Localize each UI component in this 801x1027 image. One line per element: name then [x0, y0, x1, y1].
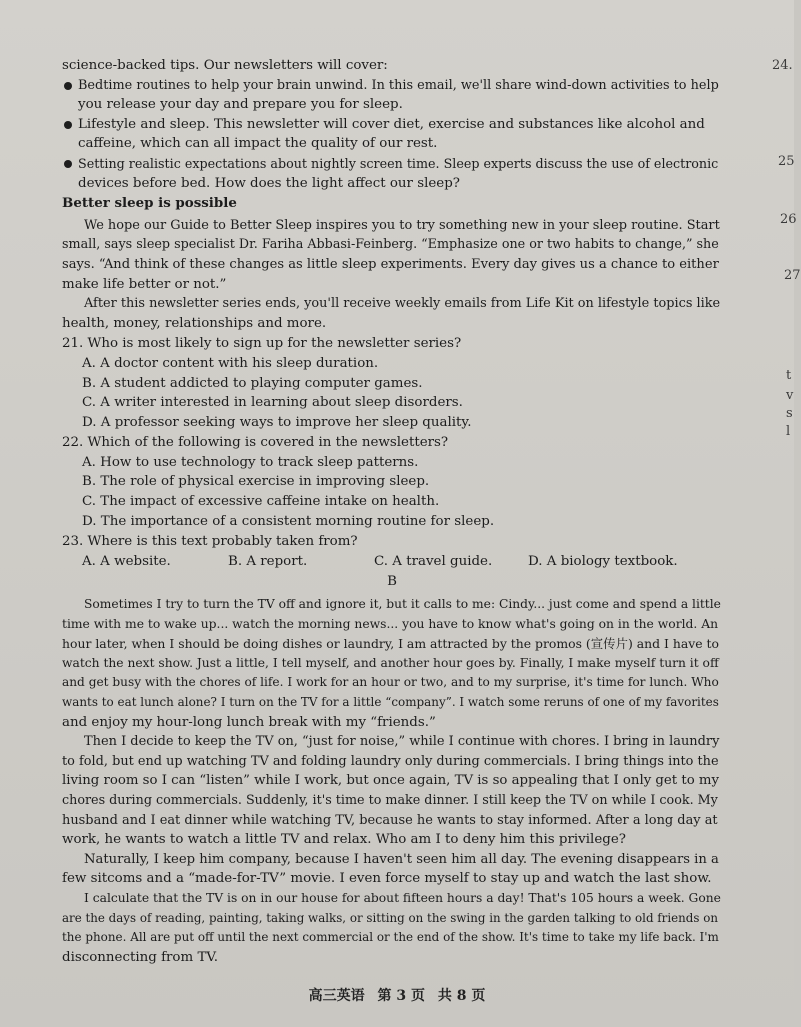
- answer-option: A. A website.: [82, 553, 171, 569]
- answer-option: B. A report.: [228, 553, 308, 569]
- answer-option: D. The importance of a consistent morning routine for sleep.: [82, 513, 495, 529]
- margin-number: 27: [784, 268, 801, 283]
- answer-option: B. The role of physical exercise in improving sleep.: [82, 474, 430, 490]
- bullet-item: Setting realistic expectations about nightly screen time. Sleep experts discuss the use of electronic devices before bed. How does the light affect our sleep?: [62, 154, 722, 193]
- question-stem: 22. Which of the following is covered in the newsletters?: [62, 435, 449, 451]
- margin-number: t: [786, 368, 792, 383]
- footer-subject: 高三英语: [308, 988, 365, 1004]
- question-22: [62, 433, 722, 531]
- page-footer: [0, 985, 794, 1005]
- answer-option: D. A professor seeking ways to improve her sleep quality.: [82, 414, 472, 430]
- question-stem: 23. Where is this text probably taken from?: [62, 534, 358, 550]
- question-21: [62, 334, 722, 432]
- bullet-item: Bedtime routines to help your brain unwind. In this email, we'll share wind-down activities to help you release your day and prepare you for sleep.: [62, 76, 722, 115]
- paragraph: We hope our Guide to Better Sleep inspires you to try something new in your sleep routine. Start small, says sleep specialist Dr. Fariha Abbasi-Feinberg. “Emphasize one or two habits to change,” she says. “And think of these changes as little sleep experiments. Every day gives us a chance to either make life better or not.”: [62, 217, 720, 292]
- margin-number: v: [786, 388, 794, 403]
- passage-content: [62, 56, 722, 967]
- bullet-dot-icon: [64, 160, 72, 168]
- paragraph: Naturally, I keep him company, because I haven't seen him all day. The evening disappears in a few sitcoms and a “made-for-TV” movie. I even force myself to stay up and watch the last show.: [62, 851, 719, 887]
- section-heading: Better sleep is possible: [62, 195, 237, 212]
- answer-options-row: [62, 552, 722, 572]
- bullet-item: Lifestyle and sleep. This newsletter will cover diet, exercise and substances like alcohol and caffeine, which can all impact the quality of our rest.: [62, 115, 722, 154]
- intro-lead: science-backed tips. Our newsletters will cover:: [62, 58, 388, 73]
- footer-page: 第 3 页: [377, 988, 425, 1004]
- margin-number: l: [786, 424, 791, 439]
- answer-option: A. A doctor content with his sleep duration.: [82, 355, 379, 371]
- answer-option: C. A writer interested in learning about sleep disorders.: [82, 395, 463, 411]
- answer-option: C. A travel guide.: [374, 553, 493, 569]
- answer-option: C. The impact of excessive caffeine intake on health.: [82, 494, 440, 510]
- paragraph: After this newsletter series ends, you'll receive weekly emails from Life Kit on lifestyle topics like health, money, relationships and more.: [62, 296, 721, 331]
- bullet-dot-icon: [64, 121, 72, 129]
- answer-option: D. A biology textbook.: [528, 553, 678, 569]
- margin-number: s: [786, 406, 793, 421]
- answer-option: B. A student addicted to playing computer games.: [82, 375, 423, 391]
- paragraph: Then I decide to keep the TV on, “just for noise,” while I continue with chores. I bring in laundry to fold, but end up watching TV and folding laundry only during commercials. I bring things into the living room so I can “listen” while I work, but once again, TV is so appealing that I only get to my chores during commercials. Suddenly, it's time to make dinner. I still keep the TV on while I cook. My husband and I eat dinner while watching TV, because he wants to stay informed. After a long day at work, he wants to watch a little TV and relax. Who am I to deny him this privilege?: [62, 734, 720, 848]
- paragraph: Sometimes I try to turn the TV off and ignore it, but it calls to me: Cindy... just come and spend a little time with me to wake up... watch the morning news... you have to know what's going on in the world. An hour later, when I should be doing dishes or laundry, I am attracted by the promos (宣传片) and I have to watch the next show. Just a little, I tell myself, and another hour goes by. Finally, I make myself turn it off and get busy with the chores of life. I work for an hour or two, and to my surprise, it's time for lunch. Who wants to eat lunch alone? I turn on the TV for a little “company”. I watch some reruns of one of my favorites and enjoy my hour-long lunch break with my “friends.”: [62, 597, 721, 730]
- margin-number: 25: [778, 154, 795, 169]
- answer-option: A. How to use technology to track sleep patterns.: [82, 454, 419, 470]
- question-stem: 21. Who is most likely to sign up for the newsletter series?: [62, 336, 462, 352]
- margin-number: 26: [780, 212, 797, 227]
- section-letter: B: [387, 574, 397, 590]
- margin-number: 24.: [772, 58, 793, 73]
- bullet-dot-icon: [64, 82, 72, 90]
- question-23: [62, 532, 722, 571]
- footer-total: 共 8 页: [437, 988, 486, 1004]
- paragraph: I calculate that the TV is on in our house for about fifteen hours a day! That's 105 hours a week. Gone are the days of reading, painting, taking walks, or sitting on the swing in the garden talking to old friends on the phone. All are put off until the next commercial or the end of the show. It's time to take my life back. I'm disconnecting from TV.: [62, 890, 721, 965]
